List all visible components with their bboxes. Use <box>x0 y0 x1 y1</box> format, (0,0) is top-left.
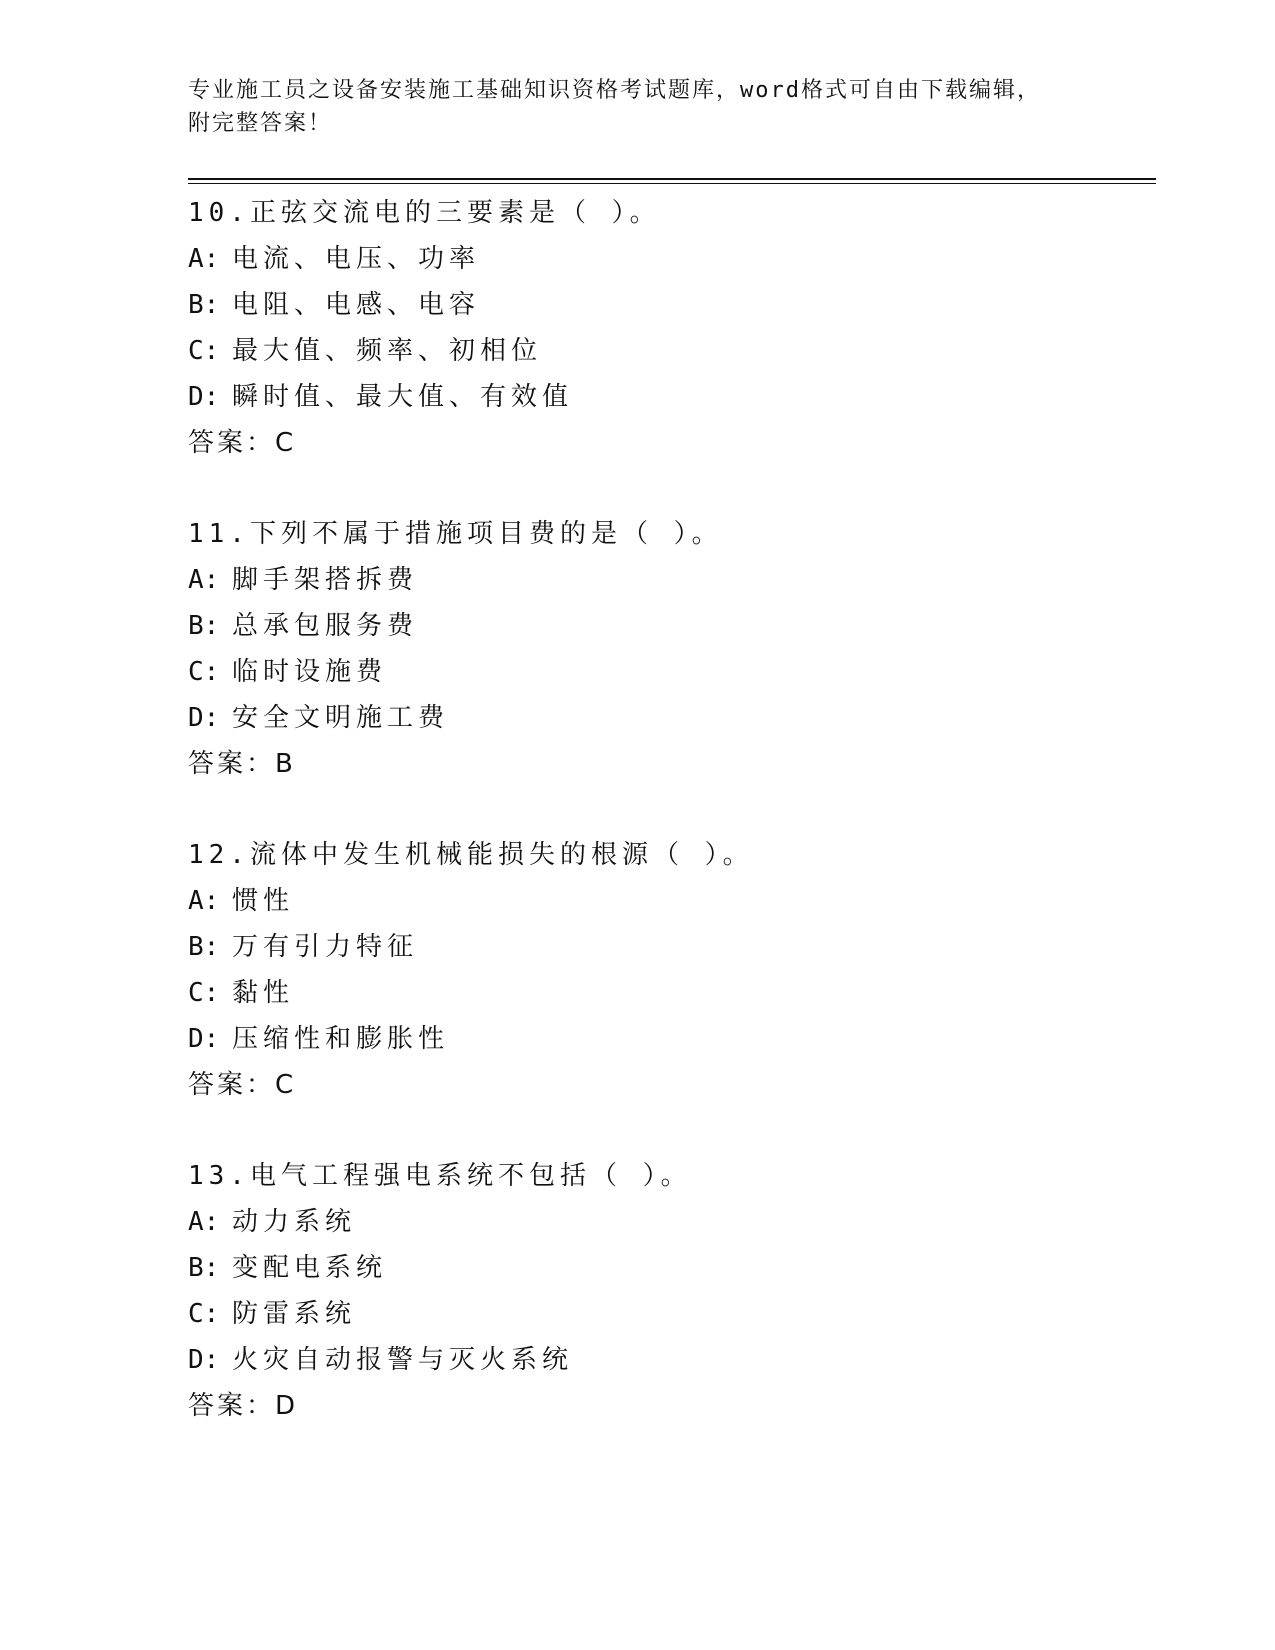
option-a <box>188 878 1156 924</box>
header-divider-thin <box>188 183 1156 184</box>
option-a <box>188 1199 1156 1245</box>
option-text: 最大值、频率、初相位 <box>232 336 543 366</box>
question-block <box>188 1153 1156 1429</box>
answer-value: B <box>275 749 293 779</box>
option-b <box>188 603 1156 649</box>
header-divider-thick <box>188 178 1156 180</box>
answer-line <box>188 420 1156 466</box>
option-text: 动力系统 <box>232 1207 357 1237</box>
option-text: 电阻、电感、电容 <box>232 290 481 320</box>
option-a <box>188 236 1156 282</box>
option-letter: B: <box>188 932 220 962</box>
option-c <box>188 328 1156 374</box>
option-b <box>188 282 1156 328</box>
question-stem: 10.正弦交流电的三要素是（ ）。 <box>188 198 661 228</box>
question-stem: 12.流体中发生机械能损失的根源（ ）。 <box>188 840 754 870</box>
option-letter: C: <box>188 336 220 366</box>
option-letter: D: <box>188 1345 220 1375</box>
answer-label: 答案： <box>188 1391 276 1421</box>
header-line-2: 附完整答案！ <box>188 111 333 136</box>
question-block <box>188 832 1156 1108</box>
option-letter: B: <box>188 611 220 641</box>
option-d <box>188 695 1156 741</box>
question-block <box>188 190 1156 466</box>
option-letter: D: <box>188 1024 220 1054</box>
answer-line <box>188 1062 1156 1108</box>
option-b <box>188 924 1156 970</box>
answer-value: C <box>275 1070 294 1100</box>
option-text: 安全文明施工费 <box>232 703 450 733</box>
option-d <box>188 1337 1156 1383</box>
option-c <box>188 970 1156 1016</box>
option-d <box>188 374 1156 420</box>
option-c <box>188 649 1156 695</box>
option-c <box>188 1291 1156 1337</box>
header-line-1: 专业施工员之设备安装施工基础知识资格考试题库，word格式可自由下载编辑， <box>188 78 1041 103</box>
option-b <box>188 1245 1156 1291</box>
question-block <box>188 511 1156 787</box>
answer-label: 答案： <box>188 428 276 458</box>
option-letter: A: <box>188 886 220 916</box>
option-text: 火灾自动报警与灭火系统 <box>232 1345 574 1375</box>
option-d <box>188 1016 1156 1062</box>
option-letter: D: <box>188 703 220 733</box>
document-header <box>188 74 1088 140</box>
option-a <box>188 557 1156 603</box>
option-text: 万有引力特征 <box>232 932 419 962</box>
answer-label: 答案： <box>188 1070 276 1100</box>
answer-value: C <box>275 428 294 458</box>
option-text: 脚手架搭拆费 <box>232 565 419 595</box>
option-text: 防雷系统 <box>232 1299 357 1329</box>
answer-line <box>188 1383 1156 1429</box>
option-text: 临时设施费 <box>232 657 388 687</box>
question-stem: 13.电气工程强电系统不包括（ ）。 <box>188 1161 692 1191</box>
option-text: 电流、电压、功率 <box>232 244 481 274</box>
option-letter: C: <box>188 657 220 687</box>
option-text: 瞬时值、最大值、有效值 <box>232 382 574 412</box>
option-letter: D: <box>188 382 220 412</box>
option-letter: B: <box>188 290 220 320</box>
option-letter: B: <box>188 1253 220 1283</box>
option-text: 惯性 <box>232 886 295 916</box>
option-letter: C: <box>188 978 220 1008</box>
option-text: 压缩性和膨胀性 <box>232 1024 450 1054</box>
option-text: 变配电系统 <box>232 1253 388 1283</box>
option-letter: A: <box>188 1207 220 1237</box>
question-stem: 11.下列不属于措施项目费的是（ ）。 <box>188 519 723 549</box>
option-text: 总承包服务费 <box>232 611 419 641</box>
option-letter: A: <box>188 565 220 595</box>
question-list <box>188 190 1156 1474</box>
option-letter: A: <box>188 244 220 274</box>
answer-line <box>188 741 1156 787</box>
option-text: 黏性 <box>232 978 295 1008</box>
answer-value: D <box>275 1391 296 1421</box>
option-letter: C: <box>188 1299 220 1329</box>
answer-label: 答案： <box>188 749 276 779</box>
